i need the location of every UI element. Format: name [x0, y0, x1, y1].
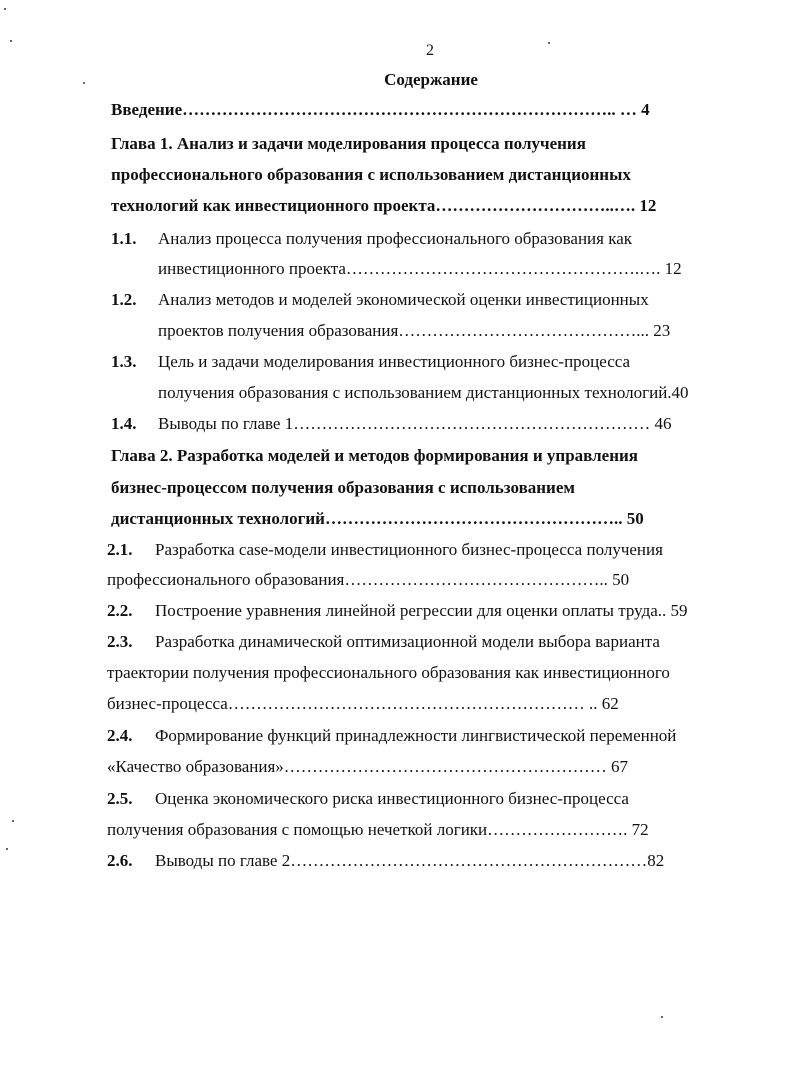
scan-speck [6, 848, 8, 850]
toc-section-2-3-line-3[interactable]: бизнес-процесса……………………………………………………… .. 62 [107, 694, 619, 713]
toc-section-2-5-line-1[interactable]: Оценка экономического риска инвестиционного бизнес-процесса [155, 789, 629, 808]
toc-chapter-2-line-2[interactable]: бизнес-процессом получения образования с использованием [111, 478, 575, 497]
toc-section-number: 1.2. [111, 290, 137, 309]
toc-section-2-4-line-2[interactable]: «Качество образования»………………………………………………… 67 [107, 757, 629, 776]
scan-speck [83, 82, 85, 84]
toc-section-2-1-line-1[interactable]: Разработка case-модели инвестиционного бизнес-процесса получения [155, 540, 663, 559]
toc-section-number: 2.4. [107, 726, 133, 745]
toc-section-number: 2.6. [107, 851, 133, 870]
toc-section-number: 1.4. [111, 414, 137, 433]
toc-chapter-1-line-3[interactable]: технологий как инвестиционного проекта…………………………..…. 12 [111, 196, 657, 215]
toc-chapter-2-line-1[interactable]: Глава 2. Разработка моделей и методов формирования и управления [111, 446, 638, 465]
toc-section-2-3-line-1[interactable]: Разработка динамической оптимизационной модели выбора варианта [155, 632, 660, 651]
toc-chapter-1-line-1[interactable]: Глава 1. Анализ и задачи моделирования процесса получения [111, 134, 586, 153]
toc-section-number: 2.3. [107, 632, 133, 651]
scan-speck [12, 820, 14, 822]
toc-title: Содержание [384, 70, 478, 89]
scan-speck [661, 1016, 663, 1018]
toc-entry-intro[interactable]: Введение………………………………………………………………….. … 4 [111, 100, 650, 119]
scan-speck [4, 8, 6, 10]
toc-section-number: 2.1. [107, 540, 133, 559]
toc-section-2-5-line-2[interactable]: получения образования с помощью нечеткой логики……………………. 72 [107, 820, 649, 839]
toc-section-2-4-line-1[interactable]: Формирование функций принадлежности лингвистической переменной [155, 726, 677, 745]
toc-section-2-6-line-1[interactable]: Выводы по главе 2………………………………………………………82 [155, 851, 665, 870]
toc-section-1-4-line-1[interactable]: Выводы по главе 1……………………………………………………… 46 [158, 414, 672, 433]
toc-section-number: 1.3. [111, 352, 137, 371]
toc-section-number: 1.1. [111, 229, 137, 248]
scan-speck [10, 40, 12, 42]
toc-section-2-3-line-2[interactable]: траектории получения профессионального образования как инвестиционного [107, 663, 670, 682]
toc-chapter-1-line-2[interactable]: профессионального образования с использованием дистанционных [111, 165, 631, 184]
toc-section-number: 2.2. [107, 601, 133, 620]
toc-section-1-1-line-1[interactable]: Анализ процесса получения профессионального образования как [158, 229, 633, 248]
toc-section-1-3-line-2[interactable]: получения образования с использованием дистанционных технологий.40 [158, 383, 689, 402]
toc-section-1-1-line-2[interactable]: инвестиционного проекта…………………………………………….…. 12 [158, 259, 682, 278]
toc-section-1-2-line-1[interactable]: Анализ методов и моделей экономической оценки инвестиционных [158, 290, 649, 309]
toc-section-1-3-line-1[interactable]: Цель и задачи моделирования инвестиционного бизнес-процесса [158, 352, 631, 371]
toc-section-2-2-line-1[interactable]: Построение уравнения линейной регрессии для оценки оплаты труда.. 59 [155, 601, 688, 620]
toc-section-1-2-line-2[interactable]: проектов получения образования……………………………………... 23 [158, 321, 671, 340]
page-number: 2 [426, 42, 434, 59]
toc-section-2-1-line-2[interactable]: профессионального образования……………………………………….. 50 [107, 570, 630, 589]
scan-speck [548, 42, 550, 44]
toc-chapter-2-line-3[interactable]: дистанционных технологий…………………………………………….. 50 [111, 509, 644, 528]
toc-section-number: 2.5. [107, 789, 133, 808]
